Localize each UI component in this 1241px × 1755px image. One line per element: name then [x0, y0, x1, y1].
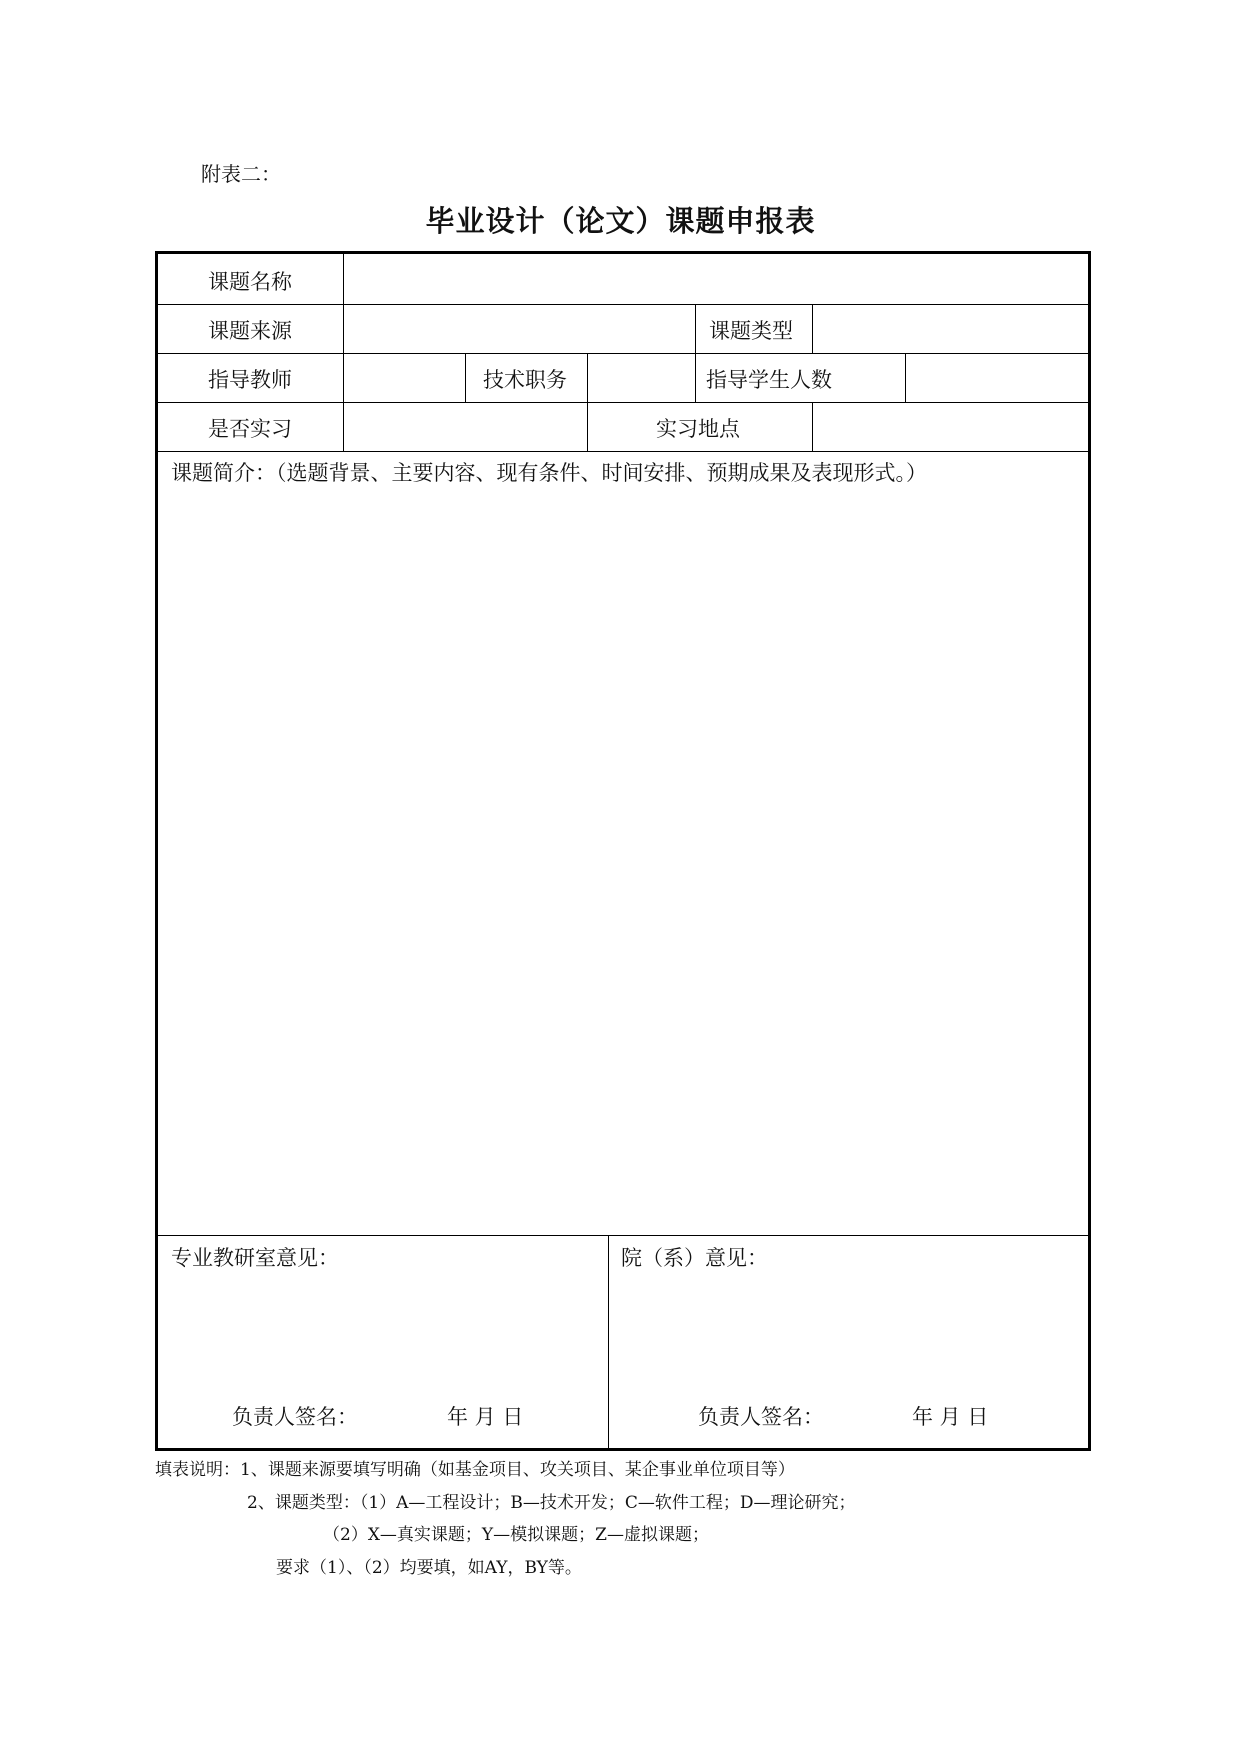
column-divider [695, 353, 696, 402]
topic-intro-label: 课题简介：（选题背景、主要内容、现有条件、时间安排、预期成果及表现形式。） [171, 461, 927, 485]
note-line-1: 填表说明：1、课题来源要填写明确（如基金项目、攻关项目、某企事业单位项目等） [155, 1460, 795, 1480]
dept-signature-label: 负责人签名： [232, 1405, 358, 1429]
internship-place-field[interactable] [814, 403, 1088, 450]
topic-source-label: 课题来源 [208, 319, 292, 343]
college-signature-label: 负责人签名： [698, 1405, 824, 1429]
row-divider [158, 1235, 1088, 1236]
note-line-4: 要求（1）、（2）均要填，如AY，BY等。 [276, 1558, 582, 1578]
internship-field[interactable] [345, 403, 586, 450]
advisor-field[interactable] [345, 354, 464, 401]
college-opinion-field[interactable] [610, 1269, 1088, 1389]
column-divider [905, 353, 906, 402]
dept-opinion-field[interactable] [158, 1269, 607, 1389]
column-divider [608, 1235, 609, 1451]
row-divider [158, 451, 1088, 452]
column-divider [343, 254, 344, 451]
dept-opinion-label: 专业教研室意见： [171, 1246, 339, 1270]
internship-label: 是否实习 [208, 417, 292, 441]
topic-name-label: 课题名称 [208, 270, 292, 294]
column-divider [465, 353, 466, 402]
column-divider [812, 304, 813, 353]
application-form-table [155, 251, 1091, 1451]
column-divider [587, 353, 588, 402]
internship-place-label: 实习地点 [656, 417, 740, 441]
student-count-label: 指导学生人数 [706, 368, 832, 392]
student-count-field[interactable] [907, 354, 1088, 401]
advisor-label: 指导教师 [208, 368, 292, 392]
note-line-3: （2）X—真实课题；Y—模拟课题；Z—虚拟课题； [323, 1525, 709, 1545]
note-line-2: 2、课题类型：（1）A—工程设计；B—技术开发；C—软件工程；D—理论研究； [247, 1493, 856, 1513]
dept-date-label: 年 月 日 [447, 1405, 524, 1429]
column-divider [695, 304, 696, 353]
column-divider [812, 402, 813, 451]
tech-title-label: 技术职务 [483, 368, 567, 392]
topic-name-field[interactable] [345, 254, 1088, 304]
annex-label: 附表二： [201, 162, 281, 186]
topic-intro-field[interactable] [158, 488, 1088, 1233]
topic-type-label: 课题类型 [709, 319, 793, 343]
tech-title-field[interactable] [589, 354, 694, 401]
form-title: 毕业设计（论文）课题申报表 [425, 204, 816, 238]
topic-type-field[interactable] [814, 305, 1088, 352]
topic-source-field[interactable] [345, 305, 694, 352]
college-opinion-label: 院（系）意见： [621, 1246, 768, 1270]
column-divider [587, 402, 588, 451]
college-date-label: 年 月 日 [912, 1405, 989, 1429]
